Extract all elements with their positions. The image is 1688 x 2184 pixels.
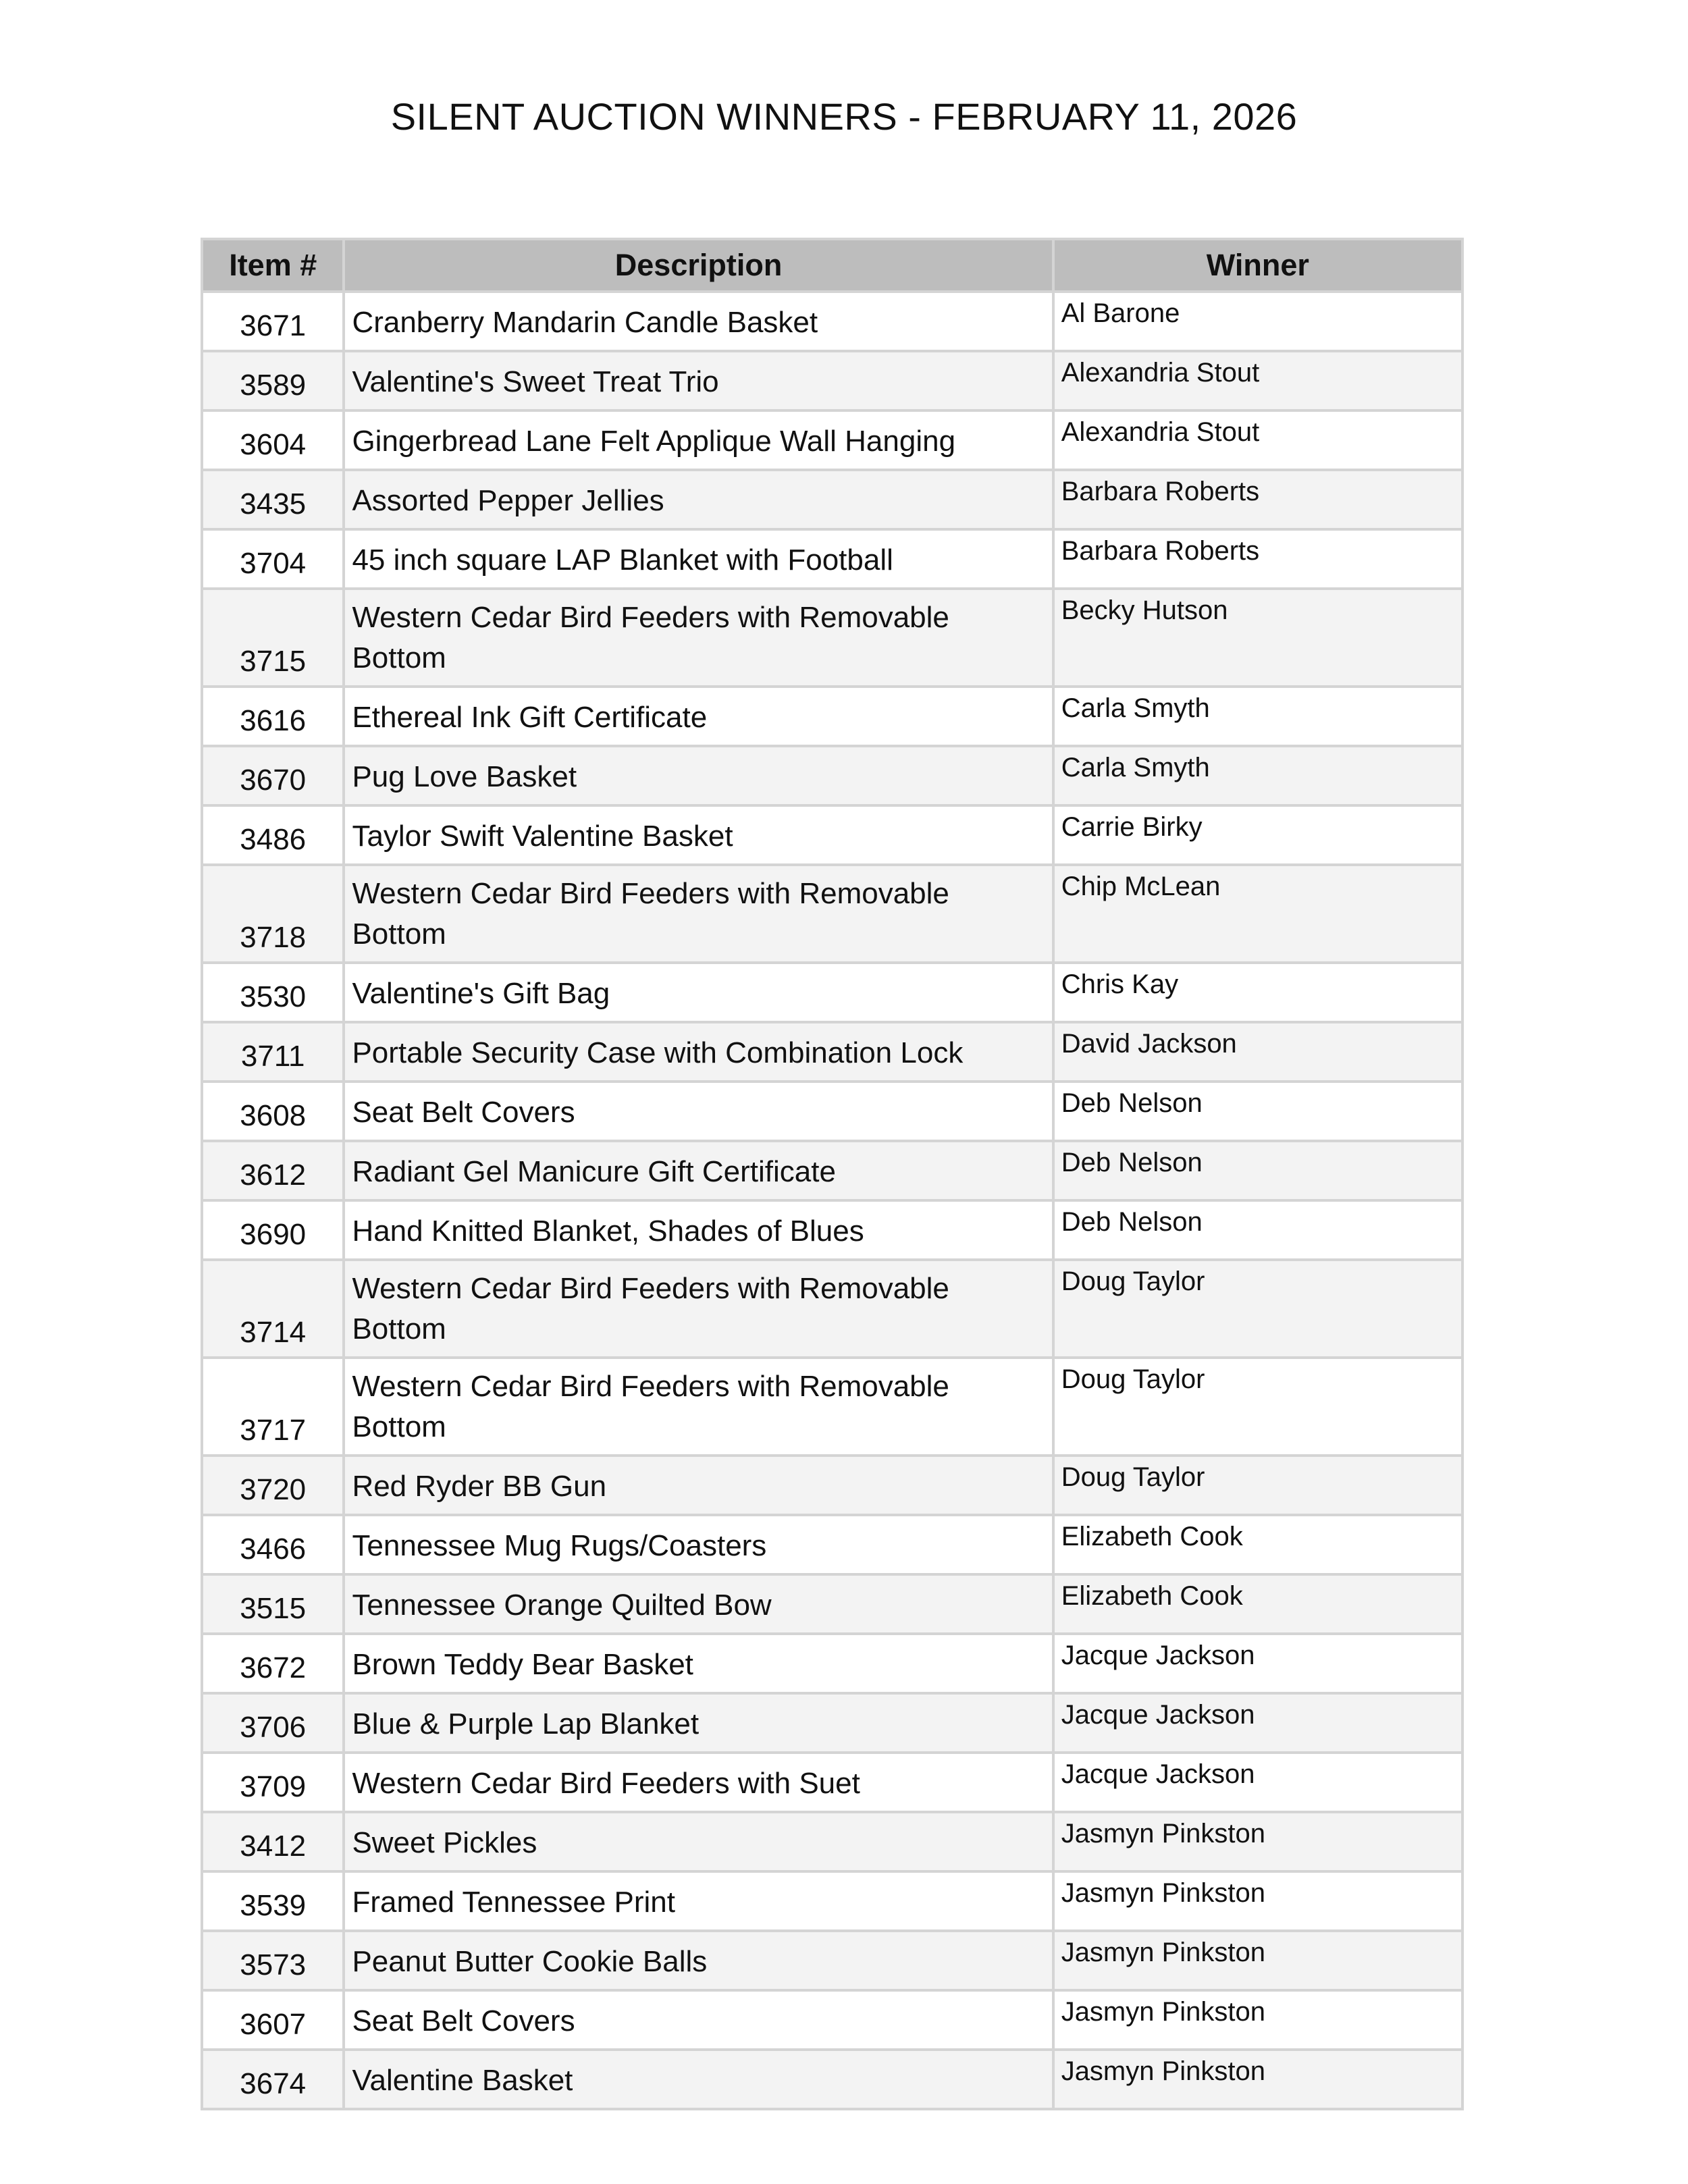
winner-cell: Barbara Roberts xyxy=(1053,470,1462,529)
winner-cell: Jasmyn Pinkston xyxy=(1053,1871,1462,1931)
item-number-cell: 3530 xyxy=(202,963,344,1022)
description-cell: Western Cedar Bird Feeders with Removable Bottom xyxy=(344,1358,1053,1456)
winners-table xyxy=(201,238,1464,2110)
description-cell: Radiant Gel Manicure Gift Certificate xyxy=(344,1141,1053,1200)
table-row xyxy=(202,1753,1462,1812)
item-number-cell: 3672 xyxy=(202,1634,344,1693)
item-number-cell: 3715 xyxy=(202,589,344,687)
description-cell: Gingerbread Lane Felt Applique Wall Hanging xyxy=(344,410,1053,470)
table-row xyxy=(202,2050,1462,2109)
description-cell: 45 inch square LAP Blanket with Football xyxy=(344,529,1053,589)
winner-cell: Jacque Jackson xyxy=(1053,1693,1462,1753)
description-cell: Western Cedar Bird Feeders with Removable Bottom xyxy=(344,589,1053,687)
item-number-cell: 3515 xyxy=(202,1574,344,1634)
item-number-cell: 3706 xyxy=(202,1693,344,1753)
winner-cell: Carla Smyth xyxy=(1053,687,1462,746)
header-row xyxy=(202,239,1462,292)
winner-cell: Elizabeth Cook xyxy=(1053,1515,1462,1574)
item-number-cell: 3616 xyxy=(202,687,344,746)
description-cell: Blue & Purple Lap Blanket xyxy=(344,1693,1053,1753)
winner-cell: Jasmyn Pinkston xyxy=(1053,1990,1462,2050)
description-cell: Taylor Swift Valentine Basket xyxy=(344,805,1053,865)
description-cell: Western Cedar Bird Feeders with Removable Bottom xyxy=(344,865,1053,963)
winner-cell: Jasmyn Pinkston xyxy=(1053,2050,1462,2109)
item-number-cell: 3720 xyxy=(202,1456,344,1515)
winner-cell: Alexandria Stout xyxy=(1053,351,1462,410)
description-cell: Western Cedar Bird Feeders with Removable Bottom xyxy=(344,1260,1053,1358)
item-number-cell: 3718 xyxy=(202,865,344,963)
item-number-cell: 3714 xyxy=(202,1260,344,1358)
description-cell: Tennessee Mug Rugs/Coasters xyxy=(344,1515,1053,1574)
table-row xyxy=(202,1931,1462,1990)
winner-cell: Barbara Roberts xyxy=(1053,529,1462,589)
winner-cell: Jacque Jackson xyxy=(1053,1634,1462,1693)
item-number-cell: 3466 xyxy=(202,1515,344,1574)
table-row xyxy=(202,1200,1462,1260)
table-row xyxy=(202,1456,1462,1515)
winner-cell: Chip McLean xyxy=(1053,865,1462,963)
table-body xyxy=(202,292,1462,2109)
winner-cell: Doug Taylor xyxy=(1053,1358,1462,1456)
item-number-cell: 3674 xyxy=(202,2050,344,2109)
item-number-cell: 3486 xyxy=(202,805,344,865)
description-cell: Seat Belt Covers xyxy=(344,1990,1053,2050)
table-row xyxy=(202,1022,1462,1082)
description-cell: Cranberry Mandarin Candle Basket xyxy=(344,292,1053,351)
table-row xyxy=(202,1515,1462,1574)
table-row xyxy=(202,746,1462,805)
description-cell: Western Cedar Bird Feeders with Suet xyxy=(344,1753,1053,1812)
item-number-cell: 3612 xyxy=(202,1141,344,1200)
table-row xyxy=(202,589,1462,687)
table-row xyxy=(202,1990,1462,2050)
description-cell: Hand Knitted Blanket, Shades of Blues xyxy=(344,1200,1053,1260)
description-cell: Seat Belt Covers xyxy=(344,1082,1053,1141)
table-row xyxy=(202,1634,1462,1693)
winner-cell: Chris Kay xyxy=(1053,963,1462,1022)
winner-cell: David Jackson xyxy=(1053,1022,1462,1082)
item-number-cell: 3604 xyxy=(202,410,344,470)
item-number-cell: 3690 xyxy=(202,1200,344,1260)
item-number-cell: 3704 xyxy=(202,529,344,589)
table-row xyxy=(202,470,1462,529)
winner-cell: Al Barone xyxy=(1053,292,1462,351)
description-cell: Ethereal Ink Gift Certificate xyxy=(344,687,1053,746)
header-winner: Winner xyxy=(1053,239,1462,292)
table-row xyxy=(202,805,1462,865)
table-row xyxy=(202,1693,1462,1753)
table-row xyxy=(202,1082,1462,1141)
description-cell: Sweet Pickles xyxy=(344,1812,1053,1871)
header-item-number: Item # xyxy=(202,239,344,292)
description-cell: Valentine's Sweet Treat Trio xyxy=(344,351,1053,410)
table-row xyxy=(202,1812,1462,1871)
description-cell: Assorted Pepper Jellies xyxy=(344,470,1053,529)
description-cell: Peanut Butter Cookie Balls xyxy=(344,1931,1053,1990)
winner-cell: Jacque Jackson xyxy=(1053,1753,1462,1812)
winner-cell: Carla Smyth xyxy=(1053,746,1462,805)
header-description: Description xyxy=(344,239,1053,292)
table-header xyxy=(202,239,1462,292)
item-number-cell: 3711 xyxy=(202,1022,344,1082)
description-cell: Tennessee Orange Quilted Bow xyxy=(344,1574,1053,1634)
table-row xyxy=(202,1574,1462,1634)
item-number-cell: 3573 xyxy=(202,1931,344,1990)
table-row xyxy=(202,1141,1462,1200)
item-number-cell: 3539 xyxy=(202,1871,344,1931)
winner-cell: Alexandria Stout xyxy=(1053,410,1462,470)
table-row xyxy=(202,1260,1462,1358)
item-number-cell: 3607 xyxy=(202,1990,344,2050)
description-cell: Pug Love Basket xyxy=(344,746,1053,805)
winner-cell: Doug Taylor xyxy=(1053,1260,1462,1358)
table-row xyxy=(202,1871,1462,1931)
table-row xyxy=(202,687,1462,746)
table-row xyxy=(202,292,1462,351)
table-row xyxy=(202,865,1462,963)
winner-cell: Becky Hutson xyxy=(1053,589,1462,687)
winner-cell: Carrie Birky xyxy=(1053,805,1462,865)
item-number-cell: 3435 xyxy=(202,470,344,529)
winner-cell: Deb Nelson xyxy=(1053,1082,1462,1141)
table-row xyxy=(202,963,1462,1022)
page-title: SILENT AUCTION WINNERS - FEBRUARY 11, 2026 xyxy=(390,95,1298,138)
winner-cell: Jasmyn Pinkston xyxy=(1053,1931,1462,1990)
winner-cell: Deb Nelson xyxy=(1053,1200,1462,1260)
table-row xyxy=(202,351,1462,410)
item-number-cell: 3589 xyxy=(202,351,344,410)
item-number-cell: 3608 xyxy=(202,1082,344,1141)
winner-cell: Deb Nelson xyxy=(1053,1141,1462,1200)
description-cell: Valentine Basket xyxy=(344,2050,1053,2109)
table-row xyxy=(202,529,1462,589)
description-cell: Red Ryder BB Gun xyxy=(344,1456,1053,1515)
winner-cell: Jasmyn Pinkston xyxy=(1053,1812,1462,1871)
winner-cell: Elizabeth Cook xyxy=(1053,1574,1462,1634)
item-number-cell: 3670 xyxy=(202,746,344,805)
item-number-cell: 3671 xyxy=(202,292,344,351)
table-row xyxy=(202,410,1462,470)
description-cell: Brown Teddy Bear Basket xyxy=(344,1634,1053,1693)
description-cell: Valentine's Gift Bag xyxy=(344,963,1053,1022)
description-cell: Portable Security Case with Combination Lock xyxy=(344,1022,1053,1082)
item-number-cell: 3717 xyxy=(202,1358,344,1456)
item-number-cell: 3709 xyxy=(202,1753,344,1812)
table-row xyxy=(202,1358,1462,1456)
winner-cell: Doug Taylor xyxy=(1053,1456,1462,1515)
description-cell: Framed Tennessee Print xyxy=(344,1871,1053,1931)
item-number-cell: 3412 xyxy=(202,1812,344,1871)
